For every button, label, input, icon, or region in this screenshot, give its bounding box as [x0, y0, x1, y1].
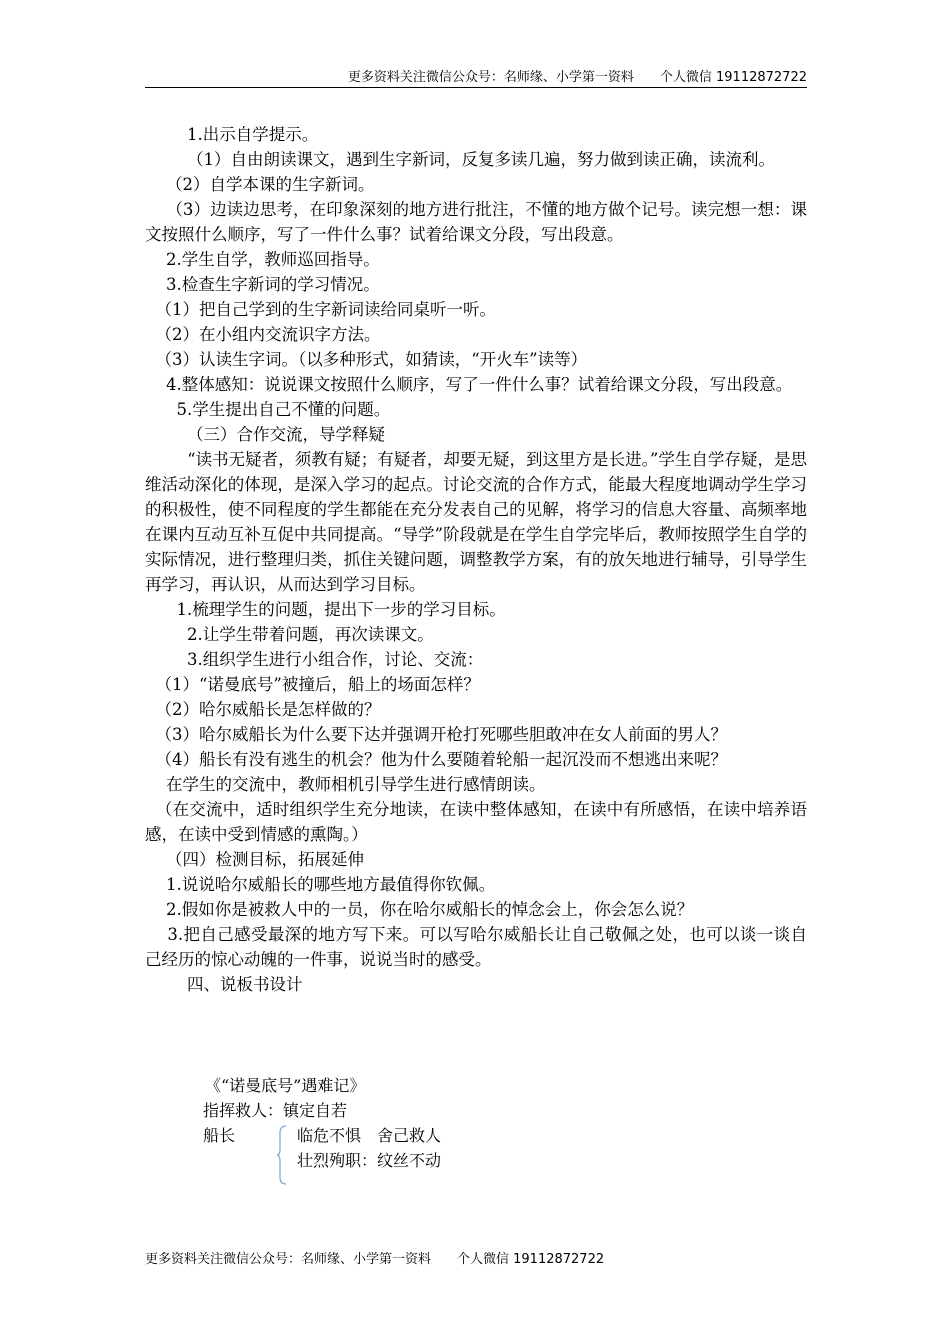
- board-brace: [277, 1125, 287, 1185]
- paragraph-5: 2.学生自学，教师巡回指导。: [145, 250, 380, 269]
- paragraph-3: （2）自学本课的生字新词。: [145, 175, 375, 194]
- page-footer: 更多资料关注微信公众号：名师缘、小学第一资料 个人微信 19112872722: [145, 1252, 605, 1267]
- paragraph-9: （3）认读生字词。（以多种形式，如猜读，“开火车”读等）: [145, 350, 588, 369]
- board-line-command: 指挥救人：镇定自若: [203, 1101, 348, 1120]
- paragraph-16: 3.组织学生进行小组合作，讨论、交流：: [145, 650, 484, 669]
- board-line-fearless: 临危不惧 舍己救人: [297, 1126, 442, 1145]
- paragraph-25: 2.假如你是被救人中的一员，你在哈尔威船长的悼念会上，你会怎么说？: [145, 900, 694, 919]
- paragraph-4: （3）边读边思考，在印象深刻的地方进行批注，不懂的地方做个记号。读完想一想：课文按照什么顺序，写了一件什么事？试着给课文分段，写出段意。: [145, 200, 808, 244]
- paragraph-12: （三）合作交流，导学释疑: [145, 425, 385, 444]
- paragraph-8: （2）在小组内交流识字方法。: [145, 325, 381, 344]
- paragraph-23: （四）检测目标，拓展延伸: [145, 850, 364, 869]
- board-captain-label: 船长: [203, 1126, 236, 1145]
- board-line-martyr: 壮烈殉职：纹丝不动: [297, 1151, 442, 1170]
- paragraph-26: 3.把自己感受最深的地方写下来。可以写哈尔威船长让自己敬佩之处，也可以谈一谈自己经历的惊心动魄的一件事，说说当时的感受。: [145, 925, 807, 969]
- document-body: [145, 122, 807, 997]
- paragraph-15: 2.让学生带着问题，再次读课文。: [145, 625, 434, 644]
- paragraph-7: （1）把自己学到的生字新词读给同桌听一听。: [145, 300, 496, 319]
- paragraph-14: 1.梳理学生的问题，提出下一步的学习目标。: [145, 600, 506, 619]
- paragraph-1: 1.出示自学提示。: [145, 125, 319, 144]
- paragraph-11: 5.学生提出自己不懂的问题。: [145, 400, 391, 419]
- paragraph-21: 在学生的交流中，教师相机引导学生进行感情朗读。: [145, 775, 546, 794]
- paragraph-13: “读书无疑者，须教有疑；有疑者，却要无疑，到这里方是长进。”学生自学存疑，是思维活动深化的体现，是深入学习的起点。讨论交流的合作方式，能最大程度地调动学生学习的积极性，使不同程度的学生都能在充分发表自己的见解，将学习的信息大容量、高频率地在课内互动互补互促中共同提高。“导学”阶段就是在学生自学完毕后，教师按照学生自学的实际情况，进行整理归类，抓住关键问题，调整教学方案，有的放矢地进行辅导，引导学生再学习，再认识，从而达到学习目标。: [145, 450, 807, 594]
- paragraph-24: 1.说说哈尔威船长的哪些地方最值得你钦佩。: [145, 875, 496, 894]
- header-rule: [145, 87, 807, 88]
- paragraph-6: 3.检查生字新词的学习情况。: [145, 275, 380, 294]
- paragraph-22: （在交流中，适时组织学生充分地读，在读中整体感知，在读中有所感悟，在读中培养语感，在读中受到情感的熏陶。）: [145, 800, 807, 844]
- page-header: 更多资料关注微信公众号：名师缘、小学第一资料 个人微信 19112872722: [347, 70, 807, 85]
- paragraph-20: （4）船长有没有逃生的机会？他为什么要随着轮船一起沉没而不想逃出来呢？: [145, 750, 727, 769]
- paragraph-17: （1）“诺曼底号”被撞后，船上的场面怎样？: [145, 675, 480, 694]
- board-title: 《“诺曼底号”遇难记》: [205, 1076, 366, 1095]
- paragraph-18: （2）哈尔威船长是怎样做的？: [145, 700, 381, 719]
- paragraph-10: 4.整体感知：说说课文按照什么顺序，写了一件什么事？试着给课文分段，写出段意。: [145, 375, 793, 394]
- paragraph-19: （3）哈尔威船长为什么要下达并强调开枪打死哪些胆敢冲在女人前面的男人？: [145, 725, 727, 744]
- paragraph-27: 四、说板书设计: [145, 975, 303, 994]
- paragraph-2: （1）自由朗读课文，遇到生字新词，反复多读几遍，努力做到读正确，读流利。: [145, 150, 775, 169]
